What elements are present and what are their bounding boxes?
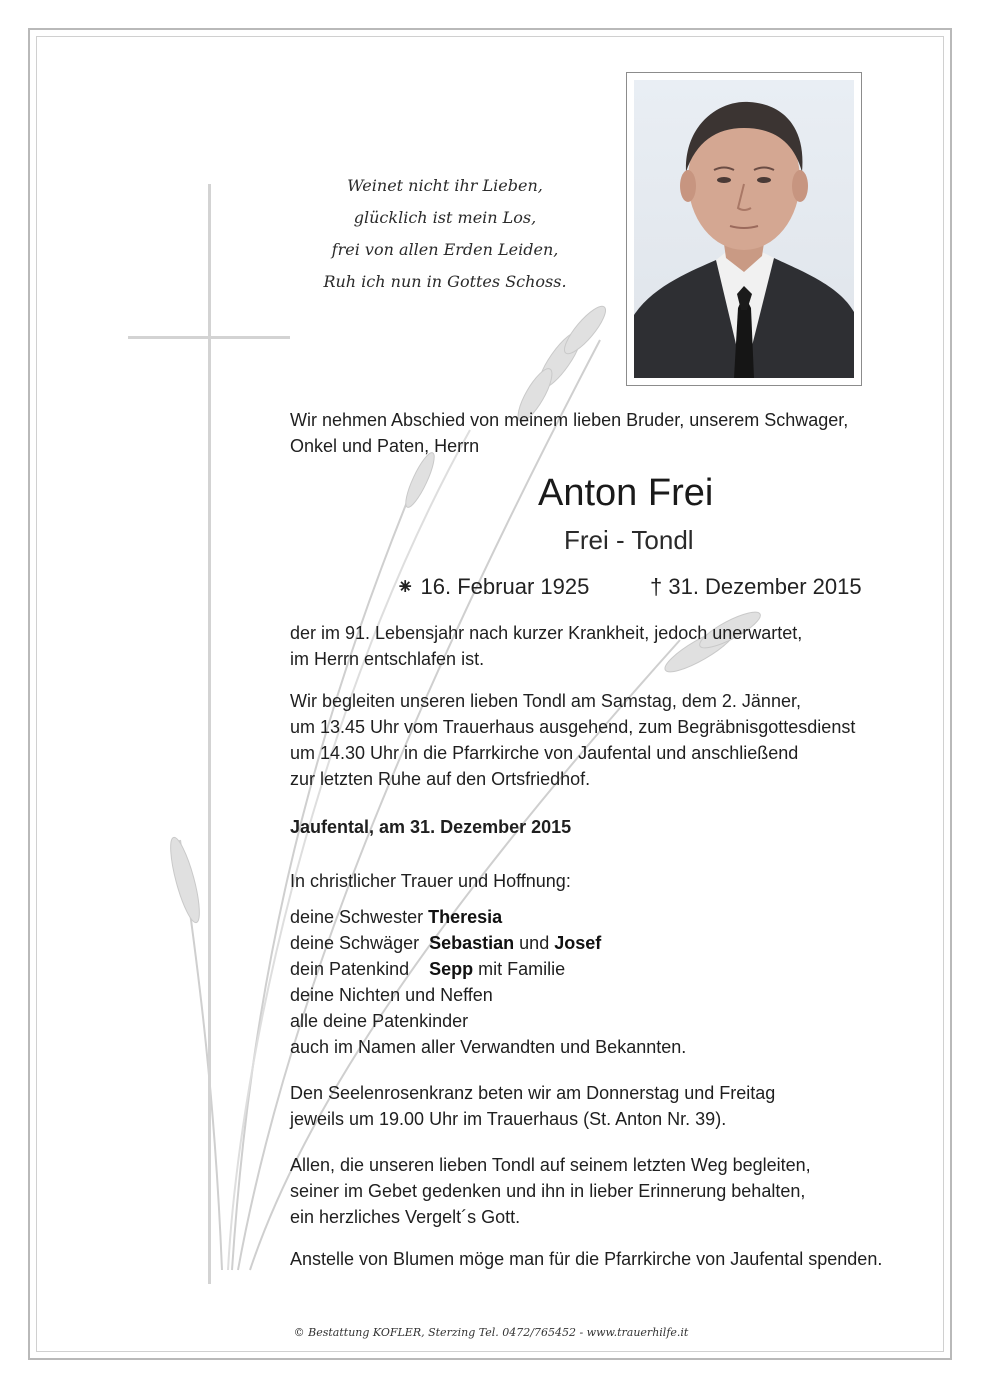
family-name: Sebastian <box>429 933 515 953</box>
family-row-nieces: deine Nichten und Neffen <box>290 985 493 1005</box>
thanks-line: ein herzliches Vergelt´s Gott. <box>290 1207 521 1227</box>
family-label: deine Schwester <box>290 907 424 927</box>
family-row-godchild <box>290 956 686 982</box>
rosary-text <box>290 1080 775 1132</box>
intro-line: Onkel und Paten, Herrn <box>290 436 480 456</box>
paragraph-age <box>290 620 802 672</box>
paragraph-line: um 14.30 Uhr in die Pfarrkirche von Jaufental und anschließend <box>290 743 799 763</box>
poem-line: Ruh ich nun in Gottes Schoss. <box>323 272 567 291</box>
thanks-line: seiner im Gebet gedenken und ihn in lieber Erinnerung behalten, <box>290 1181 806 1201</box>
life-dates <box>396 572 862 602</box>
deceased-name: Anton Frei <box>538 472 714 514</box>
paragraph-line: Wir begleiten unseren lieben Tondl am Samstag, dem 2. Jänner, <box>290 691 801 711</box>
paragraph-line: um 13.45 Uhr vom Trauerhaus ausgehend, zum Begräbnisgottesdienst <box>290 717 856 737</box>
family-list <box>290 904 686 1060</box>
cross-horizontal <box>128 336 290 339</box>
family-row-relatives: auch im Namen aller Verwandten und Bekannten. <box>290 1037 687 1057</box>
family-label: dein Patenkind <box>290 959 410 979</box>
poem <box>300 170 590 298</box>
family-name: Sepp <box>429 959 474 979</box>
portrait-photo <box>634 80 854 378</box>
paragraph-line: zur letzten Ruhe auf den Ortsfriedhof. <box>290 769 591 789</box>
cross-vertical <box>208 184 211 1284</box>
thanks-line: Allen, die unseren lieben Tondl auf seinem letzten Weg begleiten, <box>290 1155 811 1175</box>
place-and-date: Jaufental, am 31. Dezember 2015 <box>290 817 572 837</box>
family-row-godchildren: alle deine Patenkinder <box>290 1011 469 1031</box>
intro-line: Wir nehmen Abschied von meinem lieben Bruder, unserem Schwager, <box>290 410 849 430</box>
paragraph-line: der im 91. Lebensjahr nach kurzer Krankheit, jedoch unerwartet, <box>290 623 803 643</box>
rosary-line: Den Seelenrosenkranz beten wir am Donnerstag und Freitag <box>290 1083 776 1103</box>
family-row-brothers <box>290 930 686 956</box>
death-date: † 31. Dezember 2015 <box>650 574 862 599</box>
rosary-line: jeweils um 19.00 Uhr im Trauerhaus (St. Anton Nr. 39). <box>290 1109 727 1129</box>
family-suffix: mit Familie <box>478 959 566 979</box>
footer-credit: © Bestattung KOFLER, Sterzing Tel. 0472/765452 - www.trauerhilfe.it <box>293 1326 689 1339</box>
intro-text <box>290 407 848 459</box>
family-label: deine Schwäger <box>290 933 420 953</box>
mourning-intro: In christlicher Trauer und Hoffnung: <box>290 871 571 891</box>
poem-line: Weinet nicht ihr Lieben, <box>347 176 543 195</box>
thanks-text <box>290 1152 811 1230</box>
paragraph-line: im Herrn entschlafen ist. <box>290 649 485 669</box>
paragraph-funeral <box>290 688 855 792</box>
deceased-nickname: Frei - Tondl <box>564 525 694 555</box>
birth-date: ⁕ 16. Februar 1925 <box>396 574 590 599</box>
family-conjunction: und <box>519 933 550 953</box>
family-name: Josef <box>554 933 602 953</box>
family-row-sister <box>290 904 686 930</box>
poem-line: glücklich ist mein Los, <box>353 208 537 227</box>
family-name: Theresia <box>428 907 503 927</box>
donation-text: Anstelle von Blumen möge man für die Pfarrkirche von Jaufental spenden. <box>290 1249 883 1269</box>
poem-line: frei von allen Erden Leiden, <box>331 240 559 259</box>
